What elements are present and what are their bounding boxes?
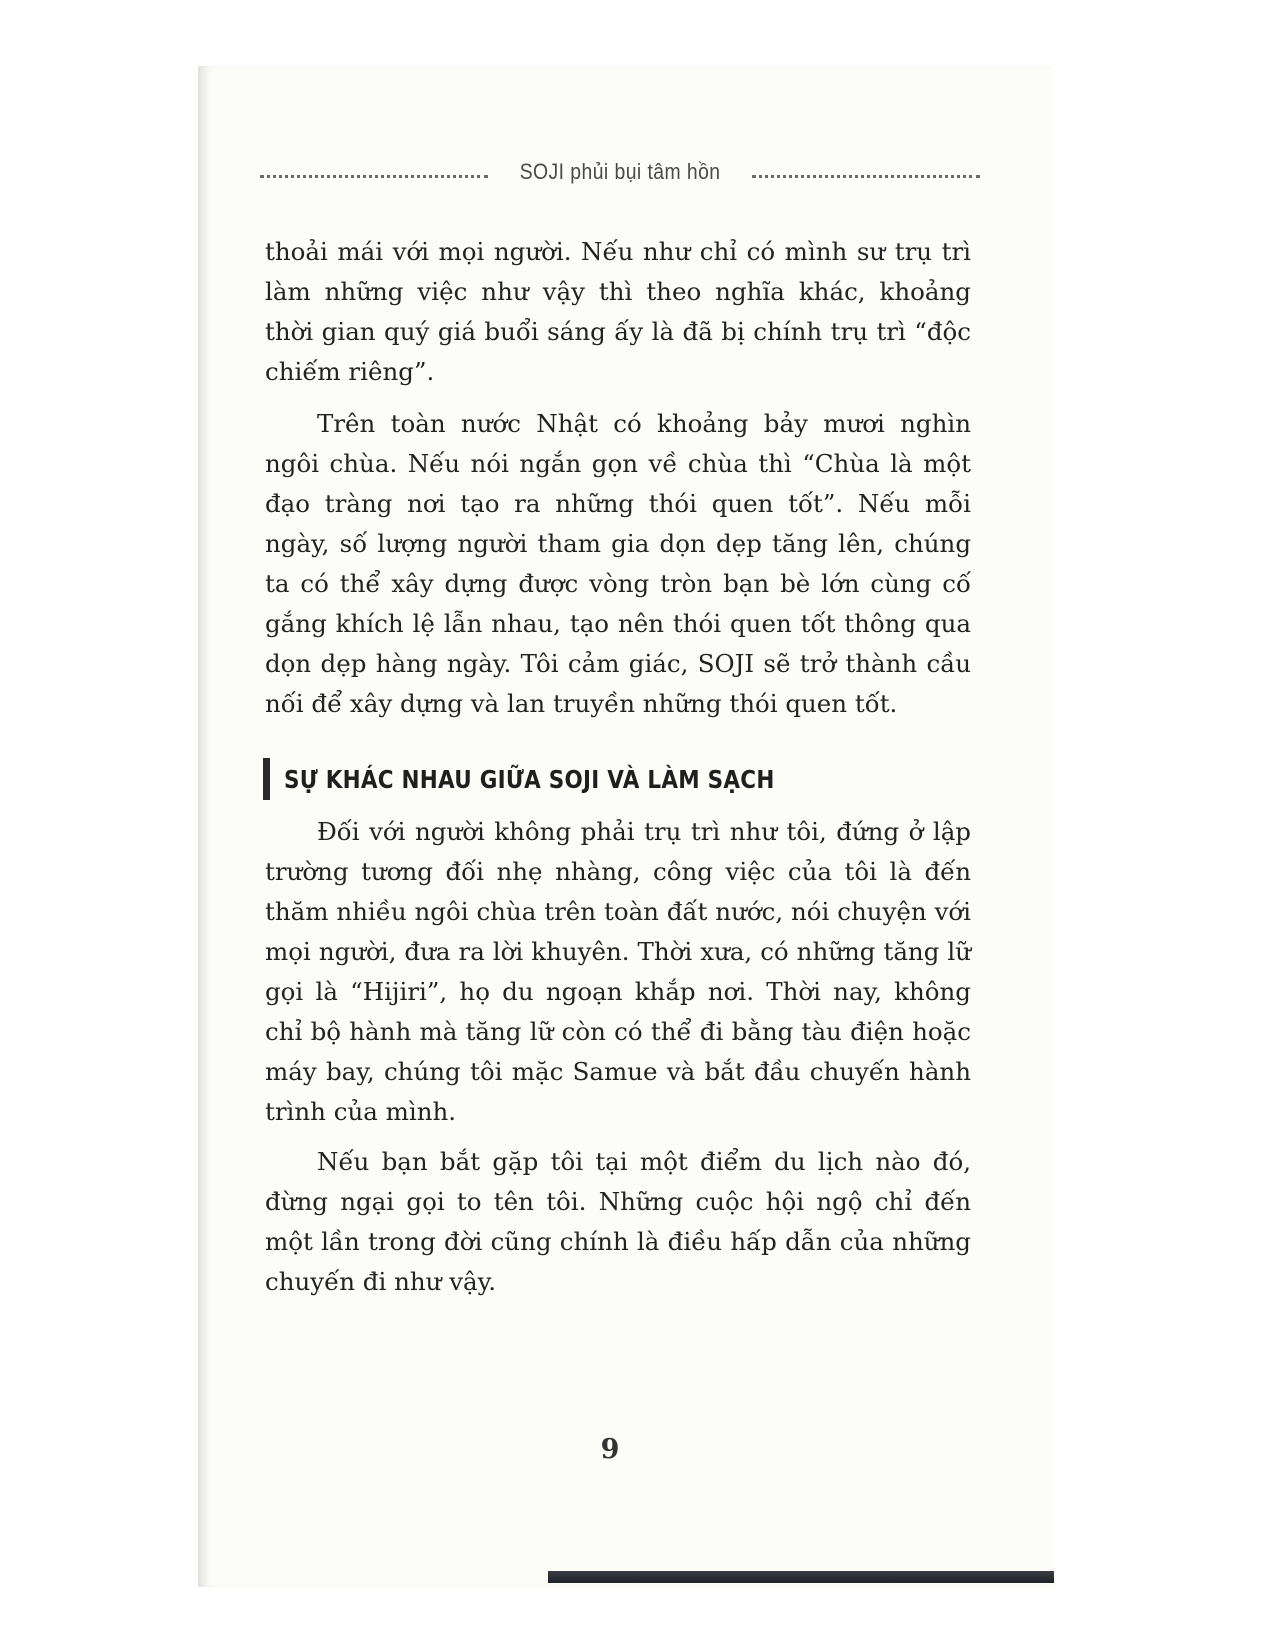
running-header xyxy=(260,155,980,189)
page-number: 9 xyxy=(600,1434,620,1465)
paragraph-3: Đối với người không phải trụ trì như tôi, đứng ở lập trường tương đối nhẹ nhàng, công việc của tôi là đến thăm nhiều ngôi chùa trên toàn đất nước, nói chuyện với mọi người, đưa ra lời khuyên. Thời xưa, có những tăng lữ gọi là “Hijiri”, họ du ngoạn khắp nơi. Thời nay, không chỉ bộ hành mà tăng lữ còn có thể đi bằng tàu điện hoặc máy bay, chúng tôi mặc Samue và bắt đầu chuyến hành trình của mình. xyxy=(265,817,971,1126)
header-dotted-rule-left xyxy=(260,175,488,178)
page-edge-shadow xyxy=(548,1571,1054,1583)
paragraph-4: Nếu bạn bắt gặp tôi tại một điểm du lịch nào đó, đừng ngại gọi to tên tôi. Những cuộc hội ngộ chỉ đến một lần trong đời cũng chính là điều hấp dẫn của những chuyến đi như vậy. xyxy=(265,1147,971,1296)
header-dotted-rule-right xyxy=(752,175,980,178)
paragraph-1: thoải mái với mọi người. Nếu như chỉ có mình sư trụ trì làm những việc như vậy thì theo nghĩa khác, khoảng thời gian quý giá buổi sáng ấy là đã bị chính trụ trì “độc chiếm riêng”. xyxy=(265,237,971,386)
section-heading-text: SỰ KHÁC NHAU GIỮA SOJI VÀ LÀM SẠCH xyxy=(284,764,775,794)
running-header-title: SOJI phủi bụi tâm hồn xyxy=(519,159,721,184)
section-heading-bar xyxy=(263,758,270,800)
section-heading xyxy=(263,758,854,800)
paragraph-2: Trên toàn nước Nhật có khoảng bảy mươi nghìn ngôi chùa. Nếu nói ngắn gọn về chùa thì “Chùa là một đạo tràng nơi tạo ra những thói quen tốt”. Nếu mỗi ngày, số lượng người tham gia dọn dẹp tăng lên, chúng ta có thể xây dựng được vòng tròn bạn bè lớn cùng cố gắng khích lệ lẫn nhau, tạo nên thói quen tốt thông qua dọn dẹp hàng ngày. Tôi cảm giác, SOJI sẽ trở thành cầu nối để xây dựng và lan truyền những thói quen tốt. xyxy=(265,409,971,718)
